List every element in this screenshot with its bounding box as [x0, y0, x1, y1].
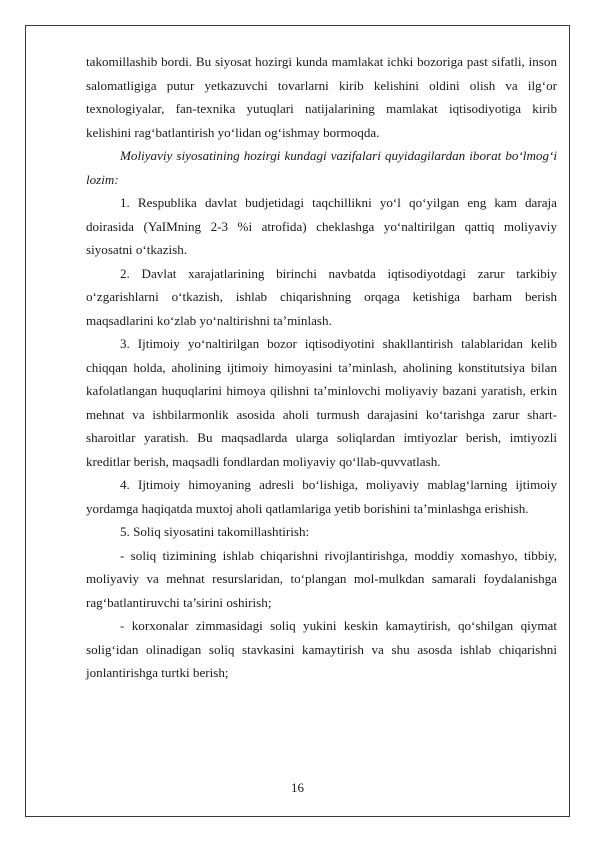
- paragraph-item-3: 3. Ijtimoiy yo‘naltirilgan bozor iqtisodiyotini shakllantirish talablaridan kelib chiqqan holda, aholining ijtimoiy himoyasini ta’minlash, aholining konstitutsiya bilan kafolatlangan huquqlarini himoya qilishni ta’minlovchi moliyaviy bazani yaratish, erkin mehnat va ishbilarmonlik asosida aholi turmush darajasini ko‘tarishga zarur shart-sharoitlar yaratish. Bu maqsadlarda ularga soliqlardan imtiyozlar berish, imtiyozli kreditlar berish, maqsadli fondlardan moliyaviy qo‘llab-quvvatlash.: [86, 336, 557, 469]
- paragraph-item-5: 5. Soliq siyosatini takomillashtirish:: [120, 524, 310, 539]
- paragraph-tasks-heading: Moliyaviy siyosatining hozirgi kundagi vazifalari quyidagilardan iborat bo‘lmog‘i lozim:: [86, 148, 557, 187]
- paragraph-item-2: 2. Davlat xarajatlarining birinchi navbatda iqtisodiyotdagi zarur tarkibiy o‘zgarishlarni o‘tkazish, ishlab chiqarishning orqaga ketishiga barham berish maqsadlarini ko‘zlab yo‘naltirishni ta’minlash.: [86, 265, 557, 328]
- paragraph-item-1: 1. Respublika davlat budjetidagi taqchillikni yo‘l qo‘yilgan eng kam daraja doirasida (YaIMning 2-3 %i atrofida) cheklashga yo‘naltirilgan qattiq moliyaviy siyosatni o‘tkazish.: [86, 195, 557, 257]
- document-body: [86, 50, 557, 685]
- paragraph-bullet-2: - korxonalar zimmasidagi soliq yukini keskin kamaytirish, qo‘shilgan qiymat solig‘idan olinadigan soliq stavkasini kamaytirish va shu asosda ishlab chiqarishni jonlantirishga turtki berish;: [86, 618, 557, 680]
- page-number: 16: [291, 780, 304, 795]
- paragraph-intro: takomillashib bordi. Bu siyosat hozirgi kunda mamlakat ichki bozoriga past sifatli, inson salomatligiga putur yetkazuvchi tovarlarni kirib kelishini oldini olish va ilg‘or texnologiyalar, fan-texnika yutuqlari natijalarining mamlakat iqtisodiyotiga kirib kelishini rag‘batlantirish yo‘lidan og‘ishmay bormoqda.: [86, 54, 557, 140]
- paragraph-bullet-1: - soliq tizimining ishlab chiqarishni rivojlantirishga, moddiy xomashyo, tibbiy, moliyaviy va mehnat resurslaridan, to‘plangan mol-mulkdan samarali foydalanishga rag‘batlantiruvchi ta’sirini oshirish;: [86, 547, 557, 610]
- paragraph-item-4: 4. Ijtimoiy himoyaning adresli bo‘lishiga, moliyaviy mablag‘larning ijtimoiy yordamga haqiqatda muxtoj aholi qatlamlariga yetib borishini ta’minlashga erishish.: [86, 477, 557, 516]
